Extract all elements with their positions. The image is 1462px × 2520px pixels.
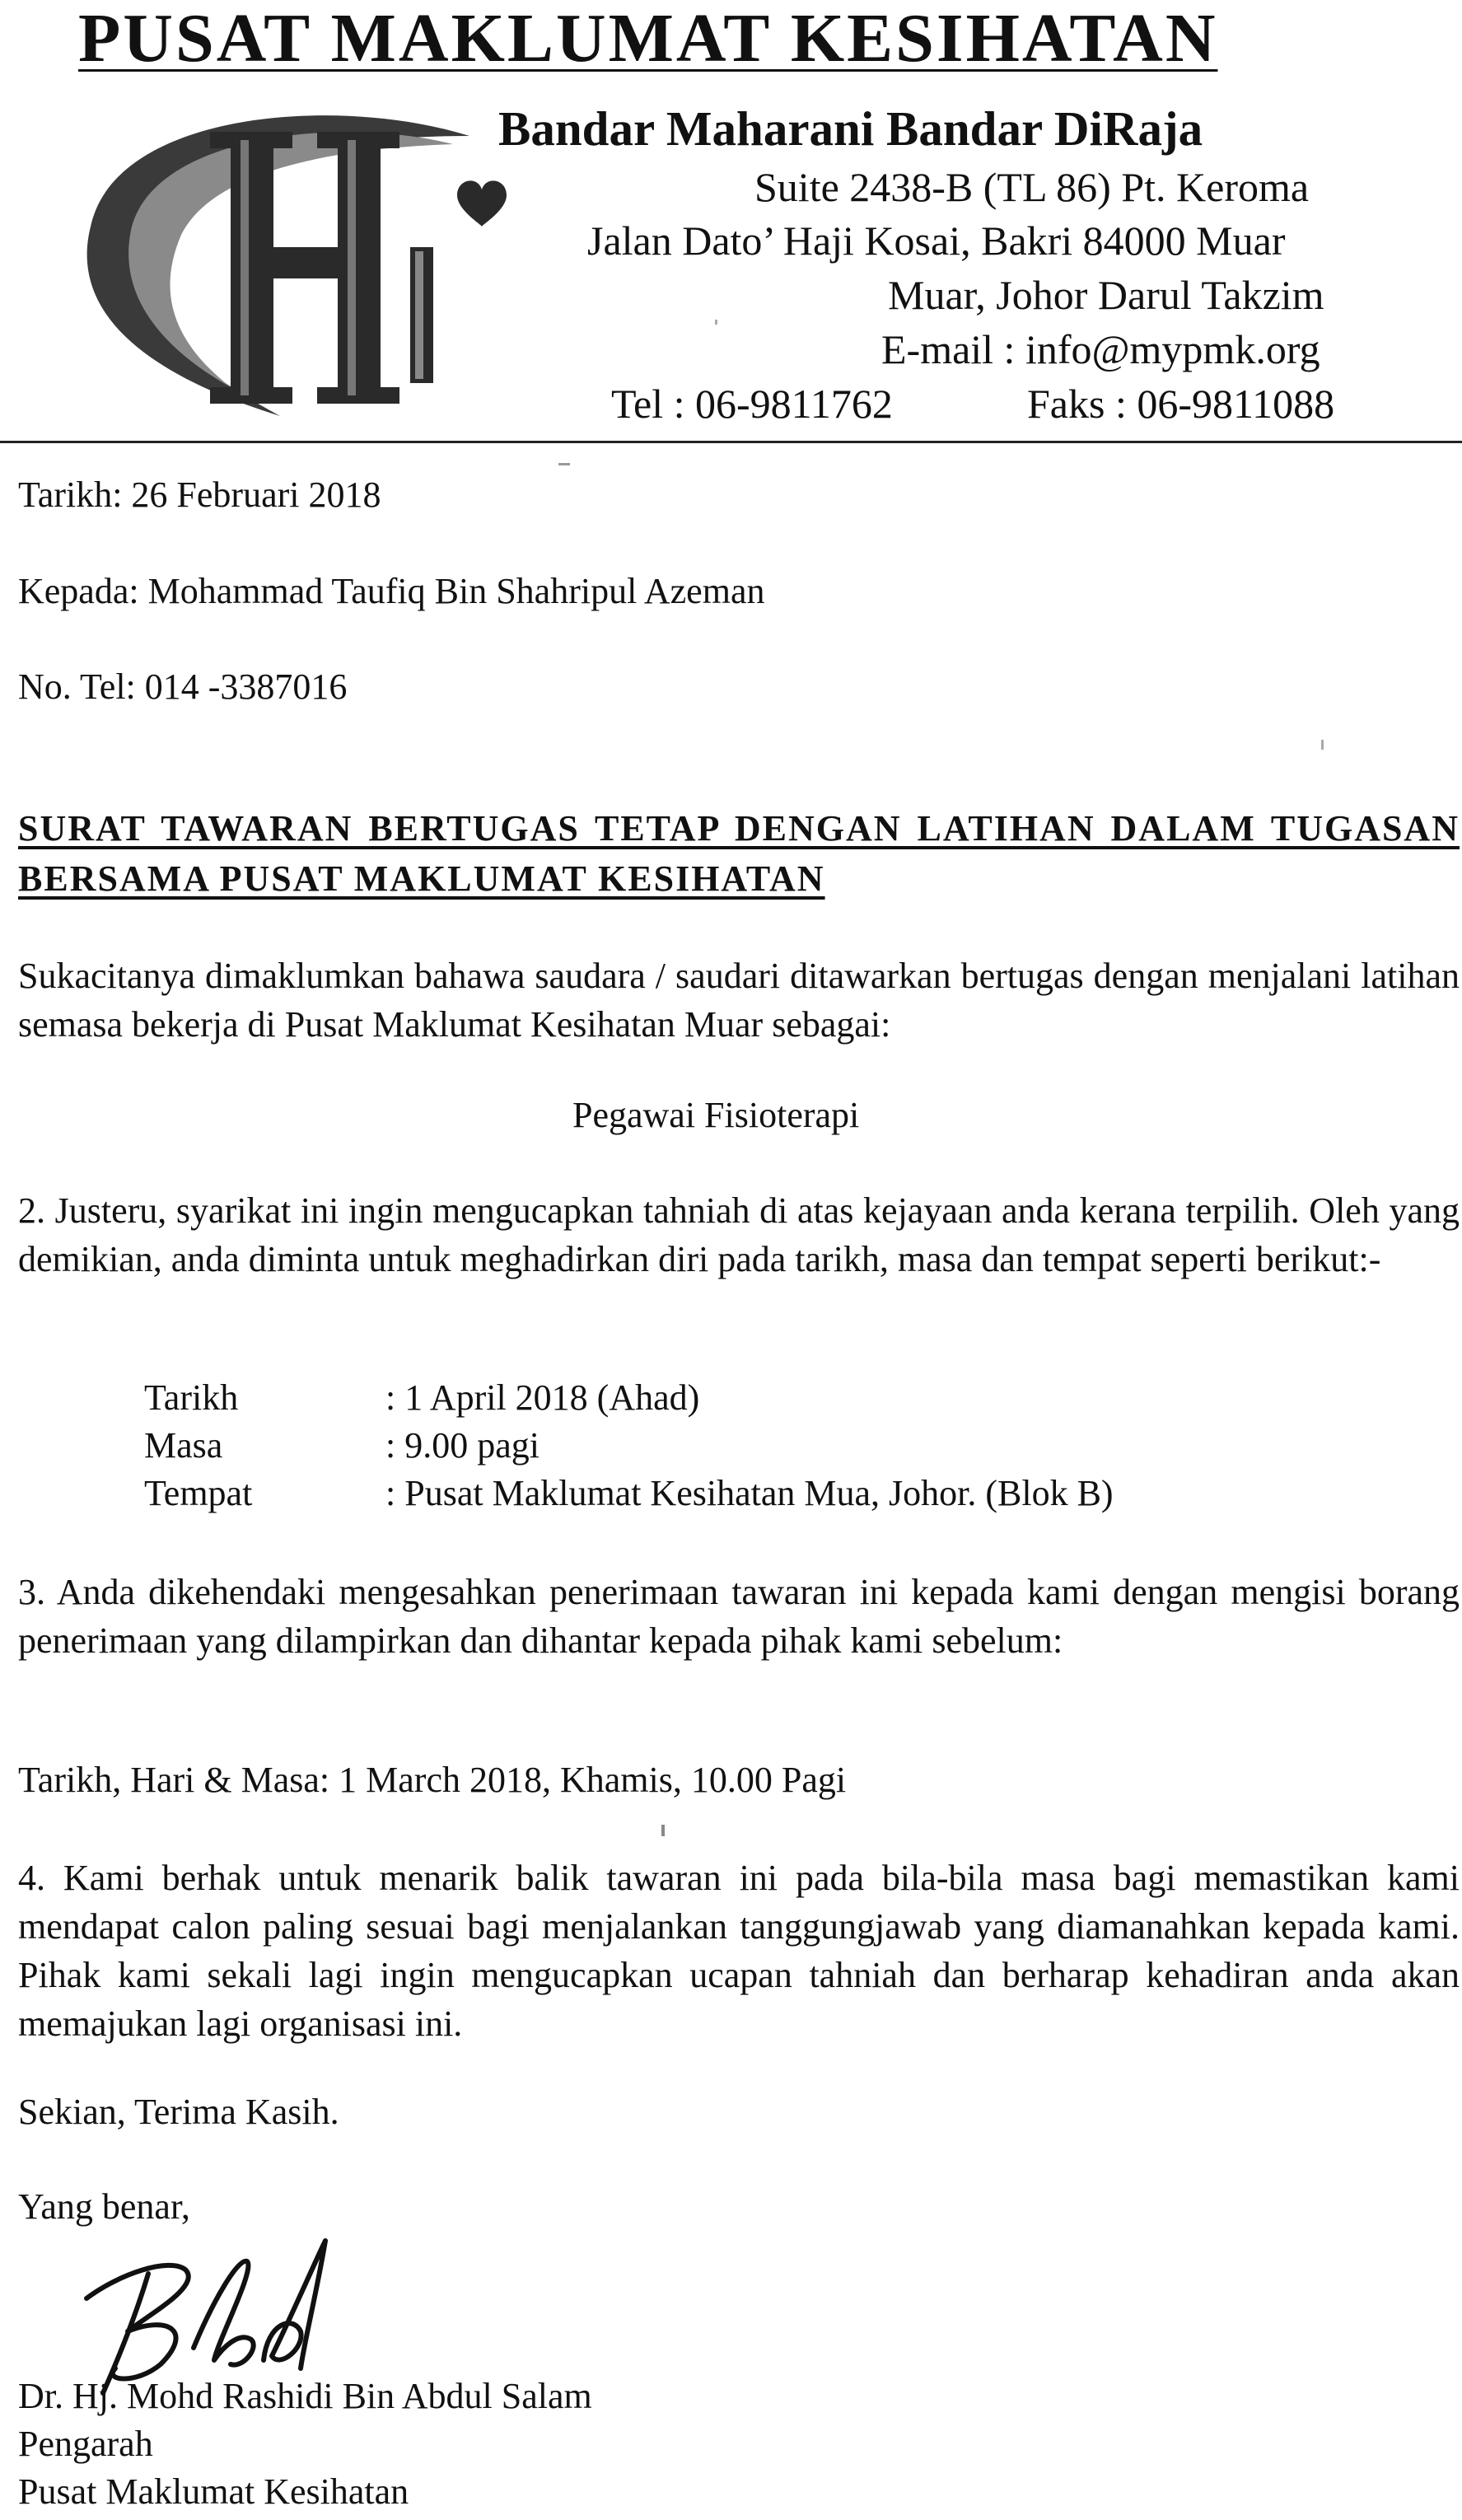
- detail-value-time: : 9.00 pagi: [385, 1425, 539, 1466]
- paragraph-4: 4. Kami berhak untuk menarik balik tawaran ini pada bila-bila masa bagi memastikan kami mendapat calon paling sesuai bagi menjalankan tanggungjawab yang diamanahkan kepada kami. Pihak kami sekali lagi ingin mengucapkan ucapan tahniah dan berharap kehadiran anda akan memajukan lagi organisasi ini.: [18, 1858, 1460, 2044]
- fax-line: Faks : 06-9811088: [1027, 381, 1335, 427]
- detail-value-date: : 1 April 2018 (Ahad): [385, 1377, 700, 1418]
- letter-subject: SURAT TAWARAN BERTUGAS TETAP DENGAN LATIHAN DALAM TUGASAN BERSAMA PUSAT MAKLUMAT KESIHATAN: [18, 808, 1460, 899]
- detail-value-place: : Pusat Maklumat Kesihatan Mua, Johor. (Blok B): [385, 1473, 1114, 1513]
- paragraph-3: 3. Anda dikehendaki mengesahkan penerimaan tawaran ini kepada kami dengan mengisi borang penerimaan yang dilampirkan dan dihantar kepada pihak kami sebelum:: [18, 1572, 1460, 1661]
- organization-name: PUSAT MAKLUMAT KESIHATAN: [78, 0, 1218, 77]
- email-line: E-mail : info@mypmk.org: [881, 326, 1320, 372]
- handwritten-signature: [70, 2224, 342, 2397]
- recipient-name: Kepada: Mohammad Taufiq Bin Shahripul Azeman: [18, 571, 765, 611]
- offered-position: Pegawai Fisioterapi: [572, 1095, 860, 1135]
- closing-line: Sekian, Terima Kasih.: [18, 2092, 339, 2132]
- address-line-1: Suite 2438-B (TL 86) Pt. Keroma: [754, 164, 1310, 210]
- signer-title: Pengarah: [18, 2424, 153, 2464]
- detail-label-time: Masa: [144, 1425, 223, 1466]
- recipient-phone: No. Tel: 014 -3387016: [18, 666, 348, 707]
- letter-date: Tarikh: 26 Februari 2018: [18, 475, 381, 515]
- organization-logo: [66, 103, 511, 432]
- signer-organization: Pusat Maklumat Kesihatan: [18, 2471, 409, 2512]
- intro-paragraph: Sukacitanya dimaklumkan bahawa saudara / saudari ditawarkan bertugas dengan menjalani latihan semasa bekerja di Pusat Maklumat Kesihatan Muar sebagai:: [18, 956, 1460, 1045]
- paragraph-2: 2. Justeru, syarikat ini ingin mengucapkan tahniah di atas kejayaan anda kerana terpilih. Oleh yang demikian, anda diminta untuk meghadirkan diri pada tarikh, masa dan tempat seperti berikut:-: [18, 1190, 1460, 1279]
- address-line-3: Muar, Johor Darul Takzim: [888, 272, 1324, 318]
- detail-label-place: Tempat: [144, 1473, 253, 1513]
- address-line-2: Jalan Dato’ Haji Kosai, Bakri 84000 Muar: [587, 217, 1286, 264]
- header-divider: [0, 441, 1462, 443]
- organization-subtitle: Bandar Maharani Bandar DiRaja: [498, 101, 1203, 156]
- detail-label-date: Tarikh: [144, 1377, 239, 1418]
- acceptance-deadline: Tarikh, Hari & Masa: 1 March 2018, Khamis, 10.00 Pagi: [18, 1760, 847, 1800]
- tel-line: Tel : 06-9811762: [611, 381, 893, 427]
- signer-name: Dr. Hj. Mohd Rashidi Bin Abdul Salam: [18, 2376, 592, 2416]
- salutation: Yang benar,: [18, 2186, 190, 2227]
